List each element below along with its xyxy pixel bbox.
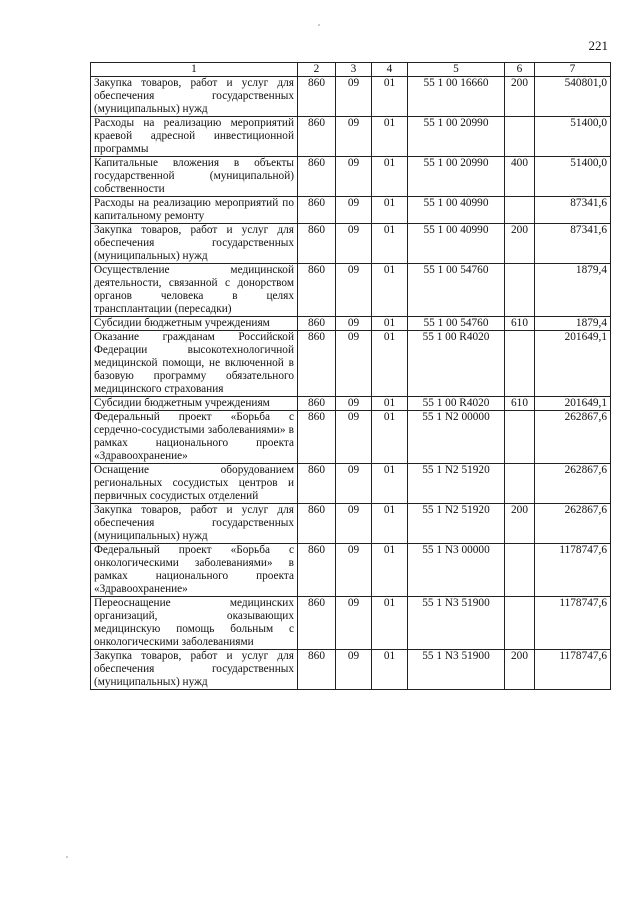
target-item-code-cell: 55 1 00 20990 xyxy=(408,117,505,157)
table-row xyxy=(91,317,611,331)
subsection-code-cell: 01 xyxy=(372,317,408,331)
target-item-code-cell: 55 1 N3 51900 xyxy=(408,650,505,690)
expense-type-code-cell: 610 xyxy=(505,397,535,411)
section-code-cell: 09 xyxy=(336,317,372,331)
expense-type-code-cell: 200 xyxy=(505,77,535,117)
subsection-code-cell: 01 xyxy=(372,411,408,464)
ministry-code-cell: 860 xyxy=(298,157,336,197)
amount-cell: 51400,0 xyxy=(535,157,611,197)
table-row xyxy=(91,197,611,224)
ministry-code-cell: 860 xyxy=(298,397,336,411)
table-row xyxy=(91,464,611,504)
target-item-code-cell: 55 1 N3 51900 xyxy=(408,597,505,650)
item-name-cell: Оказание гражданам Российской Федерации высокотехнологичной медицинской помощи, не включенной в базовую программу обязательного медицинского страхования xyxy=(91,331,298,397)
table-body xyxy=(91,77,611,690)
section-code-cell: 09 xyxy=(336,650,372,690)
column-header: 1 xyxy=(91,63,298,77)
ministry-code-cell: 860 xyxy=(298,504,336,544)
table-row xyxy=(91,650,611,690)
expense-type-code-cell xyxy=(505,411,535,464)
section-code-cell: 09 xyxy=(336,464,372,504)
expense-type-code-cell xyxy=(505,117,535,157)
ministry-code-cell: 860 xyxy=(298,597,336,650)
target-item-code-cell: 55 1 00 54760 xyxy=(408,264,505,317)
item-name-cell: Расходы на реализацию мероприятий по капитальному ремонту xyxy=(91,197,298,224)
subsection-code-cell: 01 xyxy=(372,544,408,597)
ministry-code-cell: 860 xyxy=(298,117,336,157)
item-name-cell: Оснащение оборудованием региональных сосудистых центров и первичных сосудистых отделений xyxy=(91,464,298,504)
column-header: 4 xyxy=(372,63,408,77)
subsection-code-cell: 01 xyxy=(372,464,408,504)
budget-table xyxy=(90,62,611,690)
table-row xyxy=(91,544,611,597)
subsection-code-cell: 01 xyxy=(372,331,408,397)
item-name-cell: Расходы на реализацию мероприятий краевой адресной инвестиционной программы xyxy=(91,117,298,157)
target-item-code-cell: 55 1 00 40990 xyxy=(408,224,505,264)
amount-cell: 1178747,6 xyxy=(535,650,611,690)
amount-cell: 51400,0 xyxy=(535,117,611,157)
table-row xyxy=(91,331,611,397)
table-row xyxy=(91,411,611,464)
ministry-code-cell: 860 xyxy=(298,464,336,504)
scan-speck xyxy=(66,856,68,858)
subsection-code-cell: 01 xyxy=(372,264,408,317)
subsection-code-cell: 01 xyxy=(372,597,408,650)
subsection-code-cell: 01 xyxy=(372,397,408,411)
table-row xyxy=(91,157,611,197)
section-code-cell: 09 xyxy=(336,544,372,597)
target-item-code-cell: 55 1 00 R4020 xyxy=(408,397,505,411)
section-code-cell: 09 xyxy=(336,504,372,544)
section-code-cell: 09 xyxy=(336,117,372,157)
amount-cell: 262867,6 xyxy=(535,504,611,544)
table-row xyxy=(91,224,611,264)
subsection-code-cell: 01 xyxy=(372,650,408,690)
column-header: 6 xyxy=(505,63,535,77)
expense-type-code-cell: 200 xyxy=(505,650,535,690)
page-number: 221 xyxy=(588,38,608,53)
column-header: 5 xyxy=(408,63,505,77)
target-item-code-cell: 55 1 00 R4020 xyxy=(408,331,505,397)
target-item-code-cell: 55 1 N2 51920 xyxy=(408,504,505,544)
item-name-cell: Субсидии бюджетным учреждениям xyxy=(91,317,298,331)
item-name-cell: Капитальные вложения в объекты государственной (муниципальной) собственности xyxy=(91,157,298,197)
expense-type-code-cell xyxy=(505,464,535,504)
section-code-cell: 09 xyxy=(336,224,372,264)
expense-type-code-cell xyxy=(505,331,535,397)
target-item-code-cell: 55 1 00 40990 xyxy=(408,197,505,224)
table-row xyxy=(91,597,611,650)
section-code-cell: 09 xyxy=(336,157,372,197)
section-code-cell: 09 xyxy=(336,397,372,411)
section-code-cell: 09 xyxy=(336,77,372,117)
table-header-row xyxy=(91,63,611,77)
target-item-code-cell: 55 1 00 54760 xyxy=(408,317,505,331)
table-row xyxy=(91,117,611,157)
item-name-cell: Закупка товаров, работ и услуг для обеспечения государственных (муниципальных) нужд xyxy=(91,77,298,117)
expense-type-code-cell xyxy=(505,197,535,224)
expense-type-code-cell xyxy=(505,597,535,650)
target-item-code-cell: 55 1 N2 00000 xyxy=(408,411,505,464)
ministry-code-cell: 860 xyxy=(298,331,336,397)
item-name-cell: Федеральный проект «Борьба с онкологическими заболеваниями» в рамках национального проекта «Здравоохранение» xyxy=(91,544,298,597)
amount-cell: 1879,4 xyxy=(535,264,611,317)
target-item-code-cell: 55 1 00 20990 xyxy=(408,157,505,197)
amount-cell: 87341,6 xyxy=(535,197,611,224)
amount-cell: 1178747,6 xyxy=(535,544,611,597)
subsection-code-cell: 01 xyxy=(372,77,408,117)
target-item-code-cell: 55 1 N2 51920 xyxy=(408,464,505,504)
column-header: 2 xyxy=(298,63,336,77)
amount-cell: 1178747,6 xyxy=(535,597,611,650)
ministry-code-cell: 860 xyxy=(298,197,336,224)
item-name-cell: Федеральный проект «Борьба с сердечно-сосудистыми заболеваниями» в рамках национального проекта «Здравоохранение» xyxy=(91,411,298,464)
ministry-code-cell: 860 xyxy=(298,77,336,117)
expense-type-code-cell: 200 xyxy=(505,224,535,264)
amount-cell: 1879,4 xyxy=(535,317,611,331)
item-name-cell: Закупка товаров, работ и услуг для обеспечения государственных (муниципальных) нужд xyxy=(91,224,298,264)
table-row xyxy=(91,264,611,317)
ministry-code-cell: 860 xyxy=(298,264,336,317)
target-item-code-cell: 55 1 N3 00000 xyxy=(408,544,505,597)
subsection-code-cell: 01 xyxy=(372,224,408,264)
amount-cell: 201649,1 xyxy=(535,397,611,411)
column-header: 7 xyxy=(535,63,611,77)
subsection-code-cell: 01 xyxy=(372,157,408,197)
item-name-cell: Переоснащение медицинских организаций, оказывающих медицинскую помощь больным с онкологическими заболеваниями xyxy=(91,597,298,650)
item-name-cell: Закупка товаров, работ и услуг для обеспечения государственных (муниципальных) нужд xyxy=(91,650,298,690)
section-code-cell: 09 xyxy=(336,264,372,317)
amount-cell: 540801,0 xyxy=(535,77,611,117)
section-code-cell: 09 xyxy=(336,597,372,650)
subsection-code-cell: 01 xyxy=(372,197,408,224)
table-row xyxy=(91,77,611,117)
section-code-cell: 09 xyxy=(336,331,372,397)
table-row xyxy=(91,397,611,411)
amount-cell: 262867,6 xyxy=(535,464,611,504)
amount-cell: 87341,6 xyxy=(535,224,611,264)
expense-type-code-cell: 610 xyxy=(505,317,535,331)
section-code-cell: 09 xyxy=(336,411,372,464)
ministry-code-cell: 860 xyxy=(298,317,336,331)
item-name-cell: Закупка товаров, работ и услуг для обеспечения государственных (муниципальных) нужд xyxy=(91,504,298,544)
amount-cell: 201649,1 xyxy=(535,331,611,397)
expense-type-code-cell: 200 xyxy=(505,504,535,544)
expense-type-code-cell xyxy=(505,544,535,597)
ministry-code-cell: 860 xyxy=(298,650,336,690)
column-header: 3 xyxy=(336,63,372,77)
target-item-code-cell: 55 1 00 16660 xyxy=(408,77,505,117)
ministry-code-cell: 860 xyxy=(298,224,336,264)
expense-type-code-cell: 400 xyxy=(505,157,535,197)
amount-cell: 262867,6 xyxy=(535,411,611,464)
item-name-cell: Осуществление медицинской деятельности, связанной с донорством органов человека в целях трансплантации (пересадки) xyxy=(91,264,298,317)
subsection-code-cell: 01 xyxy=(372,117,408,157)
section-code-cell: 09 xyxy=(336,197,372,224)
expense-type-code-cell xyxy=(505,264,535,317)
item-name-cell: Субсидии бюджетным учреждениям xyxy=(91,397,298,411)
subsection-code-cell: 01 xyxy=(372,504,408,544)
scan-speck xyxy=(318,24,320,26)
ministry-code-cell: 860 xyxy=(298,411,336,464)
table-row xyxy=(91,504,611,544)
ministry-code-cell: 860 xyxy=(298,544,336,597)
